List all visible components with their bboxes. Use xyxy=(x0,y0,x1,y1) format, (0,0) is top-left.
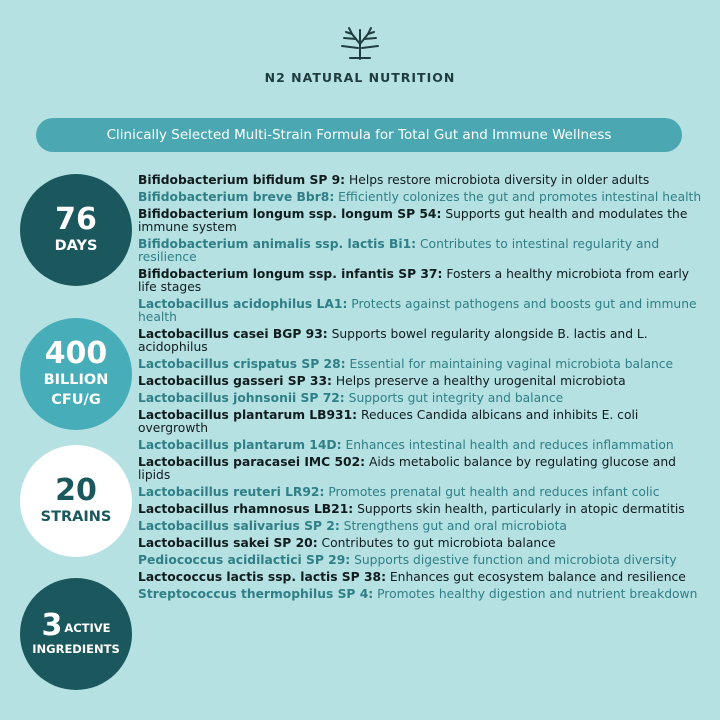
list-item: Bifidobacterium bifidum SP 9: Helps restore microbiota diversity in older adults xyxy=(138,173,650,187)
badge-strains-number: 20 xyxy=(55,473,97,508)
badge-ingredients-number: 3 xyxy=(41,608,63,643)
list-item: Bifidobacterium animalis ssp. lactis Bi1: Contributes to intestinal regularity and resilience xyxy=(138,237,660,264)
list-item: Lactobacillus johnsonii SP 72: Supports gut integrity and balance xyxy=(138,391,564,405)
list-item: Bifidobacterium longum ssp. infantis SP 37: Fosters a healthy microbiota from early life stages xyxy=(138,267,690,294)
badge-ingredients xyxy=(20,578,132,690)
list-item: Lactobacillus acidophilus LA1: Protects against pathogens and boosts gut and immune health xyxy=(138,297,697,324)
badge-ingredients-label-2: INGREDIENTS xyxy=(32,642,120,656)
list-item: Lactobacillus salivarius SP 2: Strengthens gut and oral microbiota xyxy=(138,519,567,533)
list-item: Lactobacillus rhamnosus LB21: Supports skin health, particularly in atopic dermatitis xyxy=(138,502,685,516)
badge-cfu-label-1: BILLION xyxy=(43,372,109,388)
badge-days-number: 76 xyxy=(55,202,97,237)
headline-banner: Clinically Selected Multi-Strain Formula for Total Gut and Immune Wellness xyxy=(36,118,682,152)
tree-icon xyxy=(338,26,382,60)
badge-strains-label: STRAINS xyxy=(40,509,112,525)
brand-name: N2 NATURAL NUTRITION xyxy=(264,70,456,85)
logo xyxy=(0,26,720,60)
badge-cfu xyxy=(20,318,132,430)
strain-list xyxy=(138,174,710,605)
list-item: Lactobacillus reuteri LR92: Promotes prenatal gut health and reduces infant colic xyxy=(138,485,660,499)
badge-strains xyxy=(20,445,132,557)
badge-cfu-number: 400 xyxy=(44,336,108,371)
list-item: Bifidobacterium breve Bbr8: Efficiently colonizes the gut and promotes intestinal health xyxy=(138,190,702,204)
badge-days xyxy=(20,174,132,286)
list-item: Lactobacillus sakei SP 20: Contributes to gut microbiota balance xyxy=(138,536,556,550)
list-item: Lactobacillus casei BGP 93: Supports bowel regularity alongside B. lactis and L. acidophilus xyxy=(138,327,648,354)
list-item: Lactobacillus plantarum 14D: Enhances intestinal health and reduces inflammation xyxy=(138,438,674,452)
list-item: Bifidobacterium longum ssp. longum SP 54: Supports gut health and modulates the immune system xyxy=(138,207,688,234)
badge-ingredients-label-1: ACTIVE xyxy=(64,621,111,635)
list-item: Lactobacillus gasseri SP 33: Helps preserve a healthy urogenital microbiota xyxy=(138,374,626,388)
badge-cfu-label-2: CFU/G xyxy=(51,392,101,408)
badge-days-label: DAYS xyxy=(54,238,98,254)
list-item: Lactobacillus plantarum LB931: Reduces Candida albicans and inhibits E. coli overgrowth xyxy=(138,408,639,435)
list-item: Streptococcus thermophilus SP 4: Promotes healthy digestion and nutrient breakdown xyxy=(138,587,698,601)
list-item: Pediococcus acidilactici SP 29: Supports digestive function and microbiota diversity xyxy=(138,553,677,567)
list-item: Lactococcus lactis ssp. lactis SP 38: Enhances gut ecosystem balance and resilience xyxy=(138,570,686,584)
list-item: Lactobacillus paracasei IMC 502: Aids metabolic balance by regulating glucose and lipids xyxy=(138,455,676,482)
list-item: Lactobacillus crispatus SP 28: Essential for maintaining vaginal microbiota balance xyxy=(138,357,674,371)
